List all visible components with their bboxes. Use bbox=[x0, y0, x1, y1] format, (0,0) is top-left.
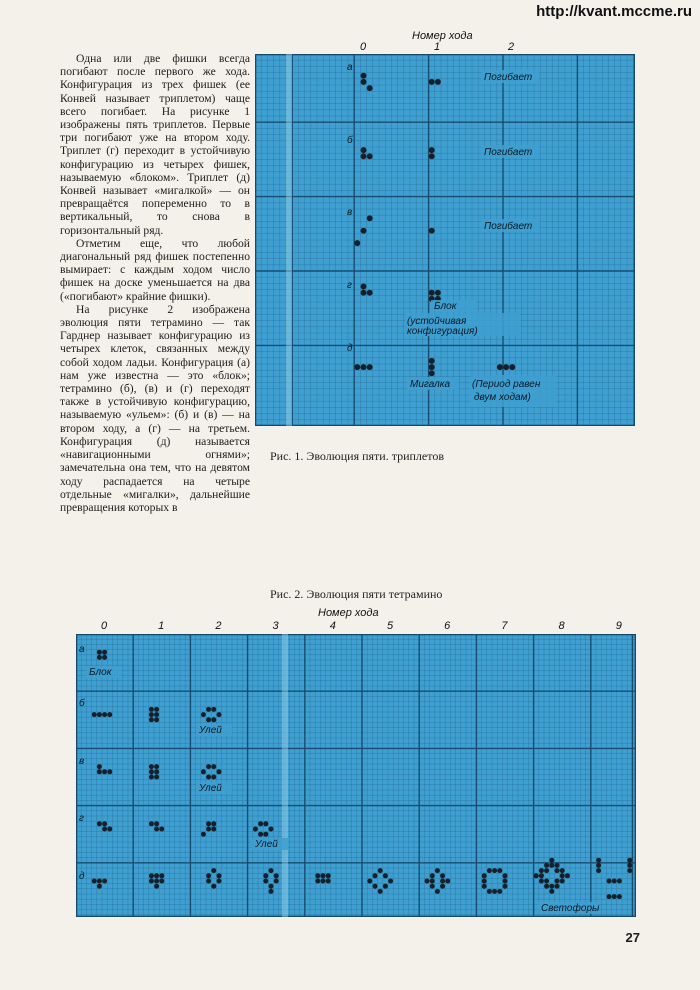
live-cell bbox=[544, 884, 549, 889]
live-cell bbox=[211, 764, 216, 769]
live-cell bbox=[440, 884, 445, 889]
live-cell bbox=[429, 153, 435, 159]
fig2-light-band bbox=[282, 634, 288, 917]
fig1-axis-title: Номер хода bbox=[412, 30, 473, 42]
live-cell bbox=[154, 775, 159, 780]
live-cell bbox=[97, 884, 102, 889]
live-cell bbox=[607, 879, 612, 884]
live-cell bbox=[429, 79, 435, 85]
live-cell bbox=[321, 879, 326, 884]
live-cell bbox=[149, 764, 154, 769]
live-cell bbox=[102, 821, 107, 826]
live-cell bbox=[429, 358, 435, 364]
fig1-note-b: Погибает bbox=[484, 147, 533, 158]
fig1-note-stable-1: (устойчивая bbox=[407, 316, 467, 327]
live-cell bbox=[206, 827, 211, 832]
live-cell bbox=[211, 775, 216, 780]
live-cell bbox=[258, 821, 263, 826]
live-cell bbox=[367, 879, 372, 884]
live-cell bbox=[211, 707, 216, 712]
live-cell bbox=[154, 821, 159, 826]
live-cell bbox=[269, 884, 274, 889]
live-cell bbox=[269, 868, 274, 873]
live-cell bbox=[497, 364, 503, 370]
fig1-note-c: Погибает bbox=[484, 221, 533, 232]
fig1-row-label-b: б bbox=[347, 135, 353, 146]
live-cell bbox=[107, 712, 112, 717]
paragraph-tetramino: На рисунке 2 изображена эволюция пяти тетрамино — так Гарднер называет конфигурацию из четырех клеток, связанных между собой ходом ладьи. Конфигурация (а) нам уже известна — это «блок»; тетрамино (б), (в) и (г) переходят также в устойчивую конфигурацию, называемую «ульем»: (б) и (в) — на втором ходу, а (г) — на третьем. Конфигурация (д) называется «навигационными огнями»; замечательна она тем, что на девятом ходу распадается на четыре отдельные «мигалки», дальнейшие превращения которых в bbox=[60, 302, 250, 514]
live-cell bbox=[429, 364, 435, 370]
live-cell bbox=[435, 290, 441, 296]
live-cell bbox=[263, 873, 268, 878]
live-cell bbox=[430, 879, 435, 884]
live-cell bbox=[549, 863, 554, 868]
live-cell bbox=[487, 868, 492, 873]
live-cell bbox=[263, 879, 268, 884]
fig1-note-period-2: двум ходам) bbox=[474, 392, 531, 403]
live-cell bbox=[383, 884, 388, 889]
live-cell bbox=[440, 873, 445, 878]
live-cell bbox=[367, 85, 373, 91]
live-cell bbox=[149, 879, 154, 884]
live-cell bbox=[102, 827, 107, 832]
fig2-row-label-0: а bbox=[79, 644, 85, 655]
live-cell bbox=[253, 827, 258, 832]
live-cell bbox=[560, 868, 565, 873]
fig1-e-gen2 bbox=[497, 364, 515, 370]
fig1-e-gen1 bbox=[429, 358, 435, 376]
live-cell bbox=[201, 832, 206, 837]
fig1-note-block: Блок bbox=[434, 301, 457, 312]
fig2-row-label-4: д bbox=[79, 871, 85, 882]
live-cell bbox=[378, 868, 383, 873]
live-cell bbox=[435, 868, 440, 873]
live-cell bbox=[555, 868, 560, 873]
live-cell bbox=[373, 884, 378, 889]
live-cell bbox=[206, 717, 211, 722]
fig2-axis-title: Номер хода bbox=[318, 607, 379, 619]
fig2-col-4: 4 bbox=[329, 620, 336, 632]
live-cell bbox=[560, 879, 565, 884]
live-cell bbox=[627, 858, 632, 863]
live-cell bbox=[97, 879, 102, 884]
live-cell bbox=[159, 827, 164, 832]
live-cell bbox=[430, 884, 435, 889]
live-cell bbox=[425, 879, 430, 884]
paragraph-triplets: Одна или две фишки всегда погибают после первого же хода. Конфигурация из трех фишек (ее Конвей называет триплетом) чаще всего погибает. На рисунке 1 изображены пять триплетов. Первые три погибают уже на втором ходу. Триплет (г) переходит в устойчивую конфигурацию из четырех фишек, называемую «блоком». Триплет (д) Конвей называет «мигалкой» — он превращаётся попеременно то в вертикальный, то снова в горизонтальный ряд. bbox=[60, 52, 250, 237]
live-cell bbox=[269, 889, 274, 894]
live-cell bbox=[274, 873, 279, 878]
fig2-note-hive-b: Улей bbox=[199, 725, 222, 736]
live-cell bbox=[482, 884, 487, 889]
live-cell bbox=[503, 884, 508, 889]
live-cell bbox=[361, 73, 367, 79]
live-cell bbox=[92, 712, 97, 717]
live-cell bbox=[154, 717, 159, 722]
live-cell bbox=[565, 873, 570, 878]
live-cell bbox=[263, 832, 268, 837]
undefined-lines bbox=[255, 54, 635, 426]
article-text bbox=[60, 52, 250, 514]
live-cell bbox=[617, 879, 622, 884]
paragraph-diagonal: Отметим еще, что любой диагональный ряд фишек постепенно вымирает: с каждым ходом число фишек на доске уменьшается на два («погибают» крайние фишки). bbox=[60, 236, 250, 303]
live-cell bbox=[555, 863, 560, 868]
live-cell bbox=[159, 879, 164, 884]
fig1-c-gen1 bbox=[429, 228, 435, 234]
fig2-note-hive-d: Улей bbox=[255, 839, 278, 850]
live-cell bbox=[367, 215, 373, 221]
live-cell bbox=[149, 775, 154, 780]
live-cell bbox=[154, 884, 159, 889]
live-cell bbox=[217, 873, 222, 878]
live-cell bbox=[107, 769, 112, 774]
fig1-row-label-a: а bbox=[347, 62, 353, 73]
live-cell bbox=[102, 650, 107, 655]
fig2-col-0: 0 bbox=[100, 620, 108, 632]
live-cell bbox=[154, 873, 159, 878]
live-cell bbox=[445, 879, 450, 884]
fig1-col-1: 1 bbox=[433, 41, 441, 53]
live-cell bbox=[482, 873, 487, 878]
live-cell bbox=[263, 821, 268, 826]
live-cell bbox=[361, 228, 367, 234]
live-cell bbox=[544, 879, 549, 884]
live-cell bbox=[435, 889, 440, 894]
live-cell bbox=[361, 147, 367, 153]
fig2-col-5: 5 bbox=[386, 620, 394, 632]
live-cell bbox=[217, 879, 222, 884]
live-cell bbox=[612, 879, 617, 884]
fig2-row-label-1: б bbox=[79, 698, 85, 709]
live-cell bbox=[154, 827, 159, 832]
live-cell bbox=[149, 821, 154, 826]
live-cell bbox=[211, 827, 216, 832]
live-cell bbox=[361, 79, 367, 85]
live-cell bbox=[549, 884, 554, 889]
figure-2-grid bbox=[76, 634, 636, 917]
live-cell bbox=[201, 769, 206, 774]
live-cell bbox=[383, 873, 388, 878]
live-cell bbox=[326, 879, 331, 884]
figure-2-caption: Рис. 2. Эволюция пяти тетрамино bbox=[270, 587, 443, 601]
live-cell bbox=[596, 858, 601, 863]
live-cell bbox=[206, 879, 211, 884]
live-cell bbox=[149, 873, 154, 878]
live-cell bbox=[361, 153, 367, 159]
live-cell bbox=[321, 873, 326, 878]
live-cell bbox=[549, 858, 554, 863]
live-cell bbox=[378, 889, 383, 894]
live-cell bbox=[607, 894, 612, 899]
live-cell bbox=[315, 879, 320, 884]
live-cell bbox=[388, 879, 393, 884]
fig2-col-1: 1 bbox=[158, 620, 165, 632]
live-cell bbox=[539, 879, 544, 884]
live-cell bbox=[560, 873, 565, 878]
live-cell bbox=[102, 655, 107, 660]
live-cell bbox=[159, 873, 164, 878]
live-cell bbox=[367, 364, 373, 370]
page-number: 27 bbox=[625, 930, 640, 945]
live-cell bbox=[92, 879, 97, 884]
live-cell bbox=[97, 650, 102, 655]
live-cell bbox=[596, 863, 601, 868]
fig2-col-8: 8 bbox=[558, 620, 565, 632]
live-cell bbox=[217, 769, 222, 774]
live-cell bbox=[206, 707, 211, 712]
fig1-note-a: Погибает bbox=[484, 72, 533, 83]
fig2-row-label-3: г bbox=[79, 813, 84, 824]
live-cell bbox=[154, 712, 159, 717]
live-cell bbox=[97, 712, 102, 717]
live-cell bbox=[539, 873, 544, 878]
fig2-col-7: 7 bbox=[501, 620, 508, 632]
figure-1-caption: Рис. 1. Эволюция пяти. триплетов bbox=[270, 449, 444, 463]
live-cell bbox=[149, 707, 154, 712]
fig1-col-2: 2 bbox=[507, 41, 515, 53]
fig1-light-band bbox=[286, 54, 292, 426]
live-cell bbox=[149, 769, 154, 774]
live-cell bbox=[627, 863, 632, 868]
live-cell bbox=[274, 879, 279, 884]
figure-1-grid bbox=[255, 54, 635, 426]
live-cell bbox=[617, 894, 622, 899]
live-cell bbox=[361, 290, 367, 296]
live-cell bbox=[206, 873, 211, 878]
fig2-col-9: 9 bbox=[615, 620, 622, 632]
fig1-row-label-c: в bbox=[347, 207, 353, 218]
fig2-row-label-2: в bbox=[79, 756, 85, 767]
fig1-note-period-1: (Период равен bbox=[472, 379, 541, 390]
live-cell bbox=[367, 153, 373, 159]
live-cell bbox=[102, 769, 107, 774]
fig1-note-stable-2: конфигурация) bbox=[407, 326, 478, 337]
live-cell bbox=[206, 821, 211, 826]
live-cell bbox=[497, 868, 502, 873]
live-cell bbox=[429, 228, 435, 234]
live-cell bbox=[487, 889, 492, 894]
live-cell bbox=[555, 884, 560, 889]
live-cell bbox=[211, 821, 216, 826]
live-cell bbox=[367, 290, 373, 296]
live-cell bbox=[492, 889, 497, 894]
fig1-row-label-e: д bbox=[347, 343, 353, 354]
live-cell bbox=[361, 284, 367, 290]
live-cell bbox=[497, 889, 502, 894]
live-cell bbox=[596, 868, 601, 873]
fig2-col-6: 6 bbox=[444, 620, 451, 632]
live-cell bbox=[534, 873, 539, 878]
fig2-note-hive-c: Улей bbox=[199, 783, 222, 794]
live-cell bbox=[154, 707, 159, 712]
live-cell bbox=[102, 712, 107, 717]
live-cell bbox=[435, 79, 441, 85]
fig1-e-gen0 bbox=[354, 364, 372, 370]
live-cell bbox=[482, 879, 487, 884]
live-cell bbox=[211, 717, 216, 722]
live-cell bbox=[503, 364, 509, 370]
live-cell bbox=[354, 364, 360, 370]
live-cell bbox=[269, 827, 274, 832]
live-cell bbox=[97, 821, 102, 826]
live-cell bbox=[326, 873, 331, 878]
live-cell bbox=[217, 712, 222, 717]
live-cell bbox=[211, 868, 216, 873]
live-cell bbox=[154, 764, 159, 769]
live-cell bbox=[206, 775, 211, 780]
live-cell bbox=[354, 240, 360, 246]
live-cell bbox=[201, 712, 206, 717]
live-cell bbox=[503, 879, 508, 884]
live-cell bbox=[429, 147, 435, 153]
live-cell bbox=[97, 655, 102, 660]
live-cell bbox=[206, 764, 211, 769]
live-cell bbox=[429, 370, 435, 376]
fig2-col-3: 3 bbox=[272, 620, 279, 632]
live-cell bbox=[440, 879, 445, 884]
live-cell bbox=[97, 769, 102, 774]
live-cell bbox=[258, 832, 263, 837]
live-cell bbox=[430, 873, 435, 878]
fig2-note-traffic: Светофоры bbox=[541, 903, 600, 914]
live-cell bbox=[555, 879, 560, 884]
live-cell bbox=[102, 879, 107, 884]
fig1-row-label-d: г bbox=[347, 280, 352, 291]
live-cell bbox=[492, 868, 497, 873]
site-url[interactable]: http://kvant.mccme.ru bbox=[536, 3, 692, 20]
fig2-note-block: Блок bbox=[89, 667, 112, 678]
live-cell bbox=[509, 364, 515, 370]
fig2-col-2: 2 bbox=[215, 620, 222, 632]
live-cell bbox=[315, 873, 320, 878]
live-cell bbox=[549, 889, 554, 894]
live-cell bbox=[211, 884, 216, 889]
fig1-col-0: 0 bbox=[359, 41, 367, 53]
live-cell bbox=[373, 873, 378, 878]
live-cell bbox=[149, 712, 154, 717]
live-cell bbox=[503, 873, 508, 878]
live-cell bbox=[612, 894, 617, 899]
live-cell bbox=[154, 879, 159, 884]
live-cell bbox=[361, 364, 367, 370]
live-cell bbox=[149, 717, 154, 722]
live-cell bbox=[97, 764, 102, 769]
live-cell bbox=[539, 868, 544, 873]
live-cell bbox=[154, 769, 159, 774]
fig1-note-blinker: Мигалка bbox=[410, 379, 451, 390]
live-cell bbox=[544, 868, 549, 873]
live-cell bbox=[107, 827, 112, 832]
live-cell bbox=[429, 290, 435, 296]
live-cell bbox=[627, 868, 632, 873]
live-cell bbox=[544, 863, 549, 868]
